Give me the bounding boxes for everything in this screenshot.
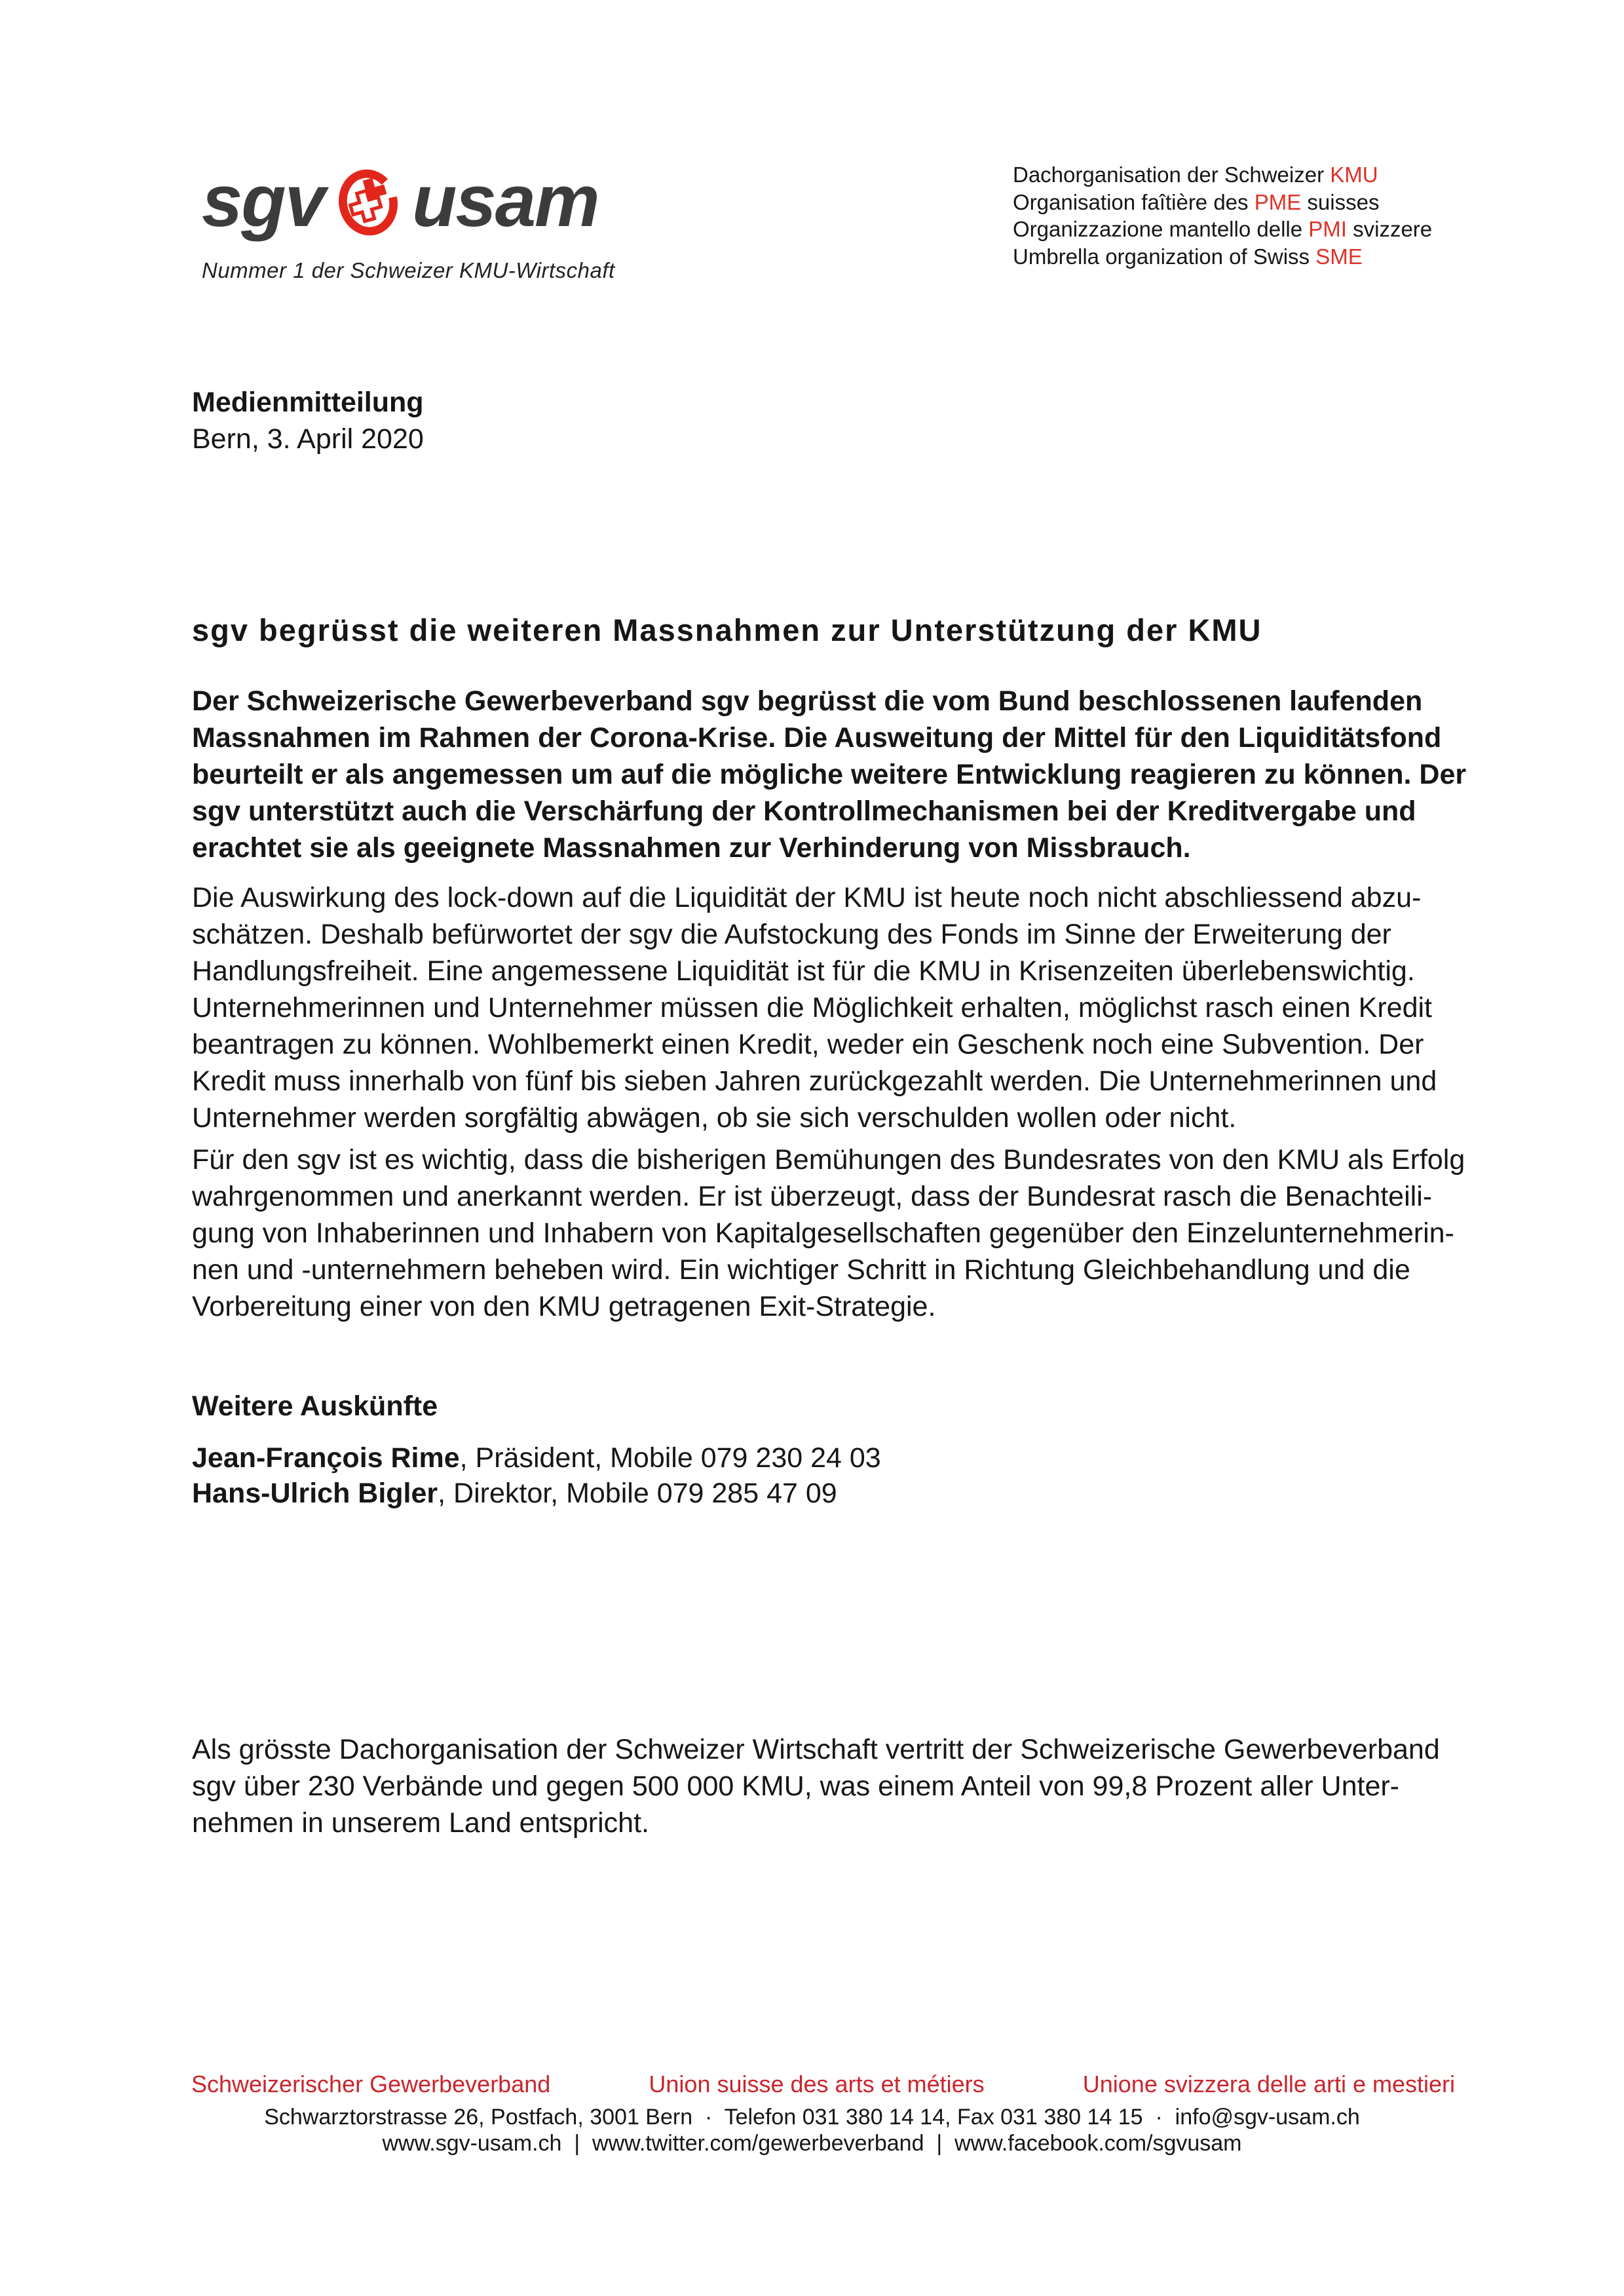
footer-links-line: www.sgv-usam.ch | www.twitter.com/gewerbeverband | www.facebook.com/sgvusam xyxy=(382,2131,1242,2156)
text-line: Unternehmer werden sorgfältig abwägen, ob sie sich verschulden wollen oder nicht. xyxy=(192,1102,1237,1134)
contact-row xyxy=(192,1476,881,1511)
org-desc-text: suisses xyxy=(1301,189,1380,214)
org-desc-accent: KMU xyxy=(1330,163,1378,187)
footer-org-de: Schweizerischer Gewerbeverband xyxy=(191,2071,551,2097)
swiss-cross-ring-icon xyxy=(328,163,408,242)
text-line: Vorbereitung einer von den KMU getragenen Exit-Strategie. xyxy=(192,1291,936,1322)
org-desc-accent: PME xyxy=(1254,189,1302,214)
text-line: Handlungsfreiheit. Eine angemessene Liquidität ist für die KMU in Krisenzeiten überlebenswichtig. xyxy=(192,955,1415,987)
org-description-block xyxy=(1013,161,1432,270)
text-line: beantragen zu können. Wohlbemerkt einen Kredit, weder ein Geschenk noch eine Subvention. Der xyxy=(192,1029,1424,1060)
logo xyxy=(202,161,615,283)
text-line: erachtet sie als geeignete Massnahmen zur Verhinderung von Missbrauch. xyxy=(192,832,1191,864)
text-line: Unternehmerinnen und Unternehmer müssen die Möglichkeit erhalten, möglichst rasch einen Kredit xyxy=(192,992,1432,1024)
org-description-en xyxy=(1013,243,1432,271)
text-line: Der Schweizerische Gewerbeverband sgv begrüsst die vom Bund beschlossenen laufenden xyxy=(192,685,1423,717)
org-desc-text: Organisation faîtière des xyxy=(1013,189,1255,214)
dateline: Bern, 3. April 2020 xyxy=(192,423,424,455)
footer-address-line: Schwarztorstrasse 26, Postfach, 3001 Bern · Telefon 031 380 14 14, Fax 031 380 14 15 · info@sgv-usam.ch xyxy=(264,2105,1360,2130)
page-title: sgv begrüsst die weiteren Massnahmen zur Unterstützung der KMU xyxy=(192,613,1262,647)
text-line: beurteilt er als angemessen um auf die mögliche weitere Entwicklung reagieren zu können. Der xyxy=(192,759,1467,790)
lead-paragraph xyxy=(192,683,1466,866)
org-description-it xyxy=(1013,216,1432,243)
org-desc-text: svizzere xyxy=(1346,217,1433,241)
logo-word-sgv: sgv xyxy=(202,160,324,242)
text-line: Die Auswirkung des lock-down auf die Liquidität der KMU ist heute noch nicht abschliessend abzu- xyxy=(192,882,1422,913)
org-desc-accent: SME xyxy=(1315,244,1363,269)
text-line: Massnahmen im Rahmen der Corona-Krise. Die Ausweitung der Mittel für den Liquiditätsfond xyxy=(192,722,1442,754)
contact-name: Jean-François Rime xyxy=(192,1442,460,1474)
body-paragraph-1 xyxy=(192,879,1437,1136)
text-line: Kredit muss innerhalb von fünf bis sieben Jahren zurückgezahlt werden. Die Unternehmerinnen und xyxy=(192,1065,1437,1097)
text-line: nehmen in unserem Land entspricht. xyxy=(192,1807,649,1839)
contact-name: Hans-Ulrich Bigler xyxy=(192,1478,438,1509)
footer-org-it: Unione svizzera delle arti e mestieri xyxy=(1082,2071,1455,2097)
contacts-block xyxy=(192,1440,881,1511)
text-line: sgv über 230 Verbände und gegen 500 000 KMU, was einem Anteil von 99,8 Prozent aller Unter- xyxy=(192,1770,1399,1802)
logo-word-usam: usam xyxy=(412,160,599,242)
text-line: nen und -unternehmern beheben wird. Ein wichtiger Schritt in Richtung Gleichbehandlung und die xyxy=(192,1254,1410,1286)
org-desc-text: Umbrella organization of Swiss xyxy=(1013,244,1316,269)
logo-tagline: Nummer 1 der Schweizer KMU-Wirtschaft xyxy=(202,258,615,282)
document-type-label: Medienmitteilung xyxy=(192,387,424,418)
text-line: Als grösste Dachorganisation der Schweizer Wirtschaft vertritt der Schweizerische Gewerbeverband xyxy=(192,1734,1440,1765)
footer-org-names xyxy=(191,2071,1455,2098)
body-paragraph-2 xyxy=(192,1141,1465,1325)
org-desc-text: Dachorganisation der Schweizer xyxy=(1013,163,1331,187)
about-paragraph xyxy=(192,1731,1440,1841)
org-desc-accent: PMI xyxy=(1308,217,1347,241)
org-description-fr xyxy=(1013,189,1432,216)
text-line: schätzen. Deshalb befürwortet der sgv die Aufstockung des Fonds im Sinne der Erweiterung der xyxy=(192,919,1391,950)
org-desc-text: Organizzazione mantello delle xyxy=(1013,217,1309,241)
footer-org-fr: Union suisse des arts et métiers xyxy=(649,2071,985,2097)
contact-details: , Direktor, Mobile 079 285 47 09 xyxy=(438,1478,837,1509)
document-meta xyxy=(192,384,424,457)
contacts-heading: Weitere Auskünfte xyxy=(192,1390,438,1422)
logo-wordmark xyxy=(202,161,615,241)
text-line: sgv unterstützt auch die Verschärfung der Kontrollmechanismen bei der Kreditvergabe und xyxy=(192,795,1416,827)
org-description-de xyxy=(1013,161,1432,189)
contact-details: , Präsident, Mobile 079 230 24 03 xyxy=(459,1442,881,1474)
contact-row xyxy=(192,1440,881,1476)
text-line: Für den sgv ist es wichtig, dass die bisherigen Bemühungen des Bundesrates von den KMU als Erfolg xyxy=(192,1144,1465,1176)
text-line: gung von Inhaberinnen und Inhabern von Kapitalgesellschaften gegenüber den Einzelunternehmerin- xyxy=(192,1217,1454,1249)
text-line: wahrgenommen und anerkannt werden. Er ist überzeugt, dass der Bundesrat rasch die Benachteili- xyxy=(192,1181,1433,1212)
